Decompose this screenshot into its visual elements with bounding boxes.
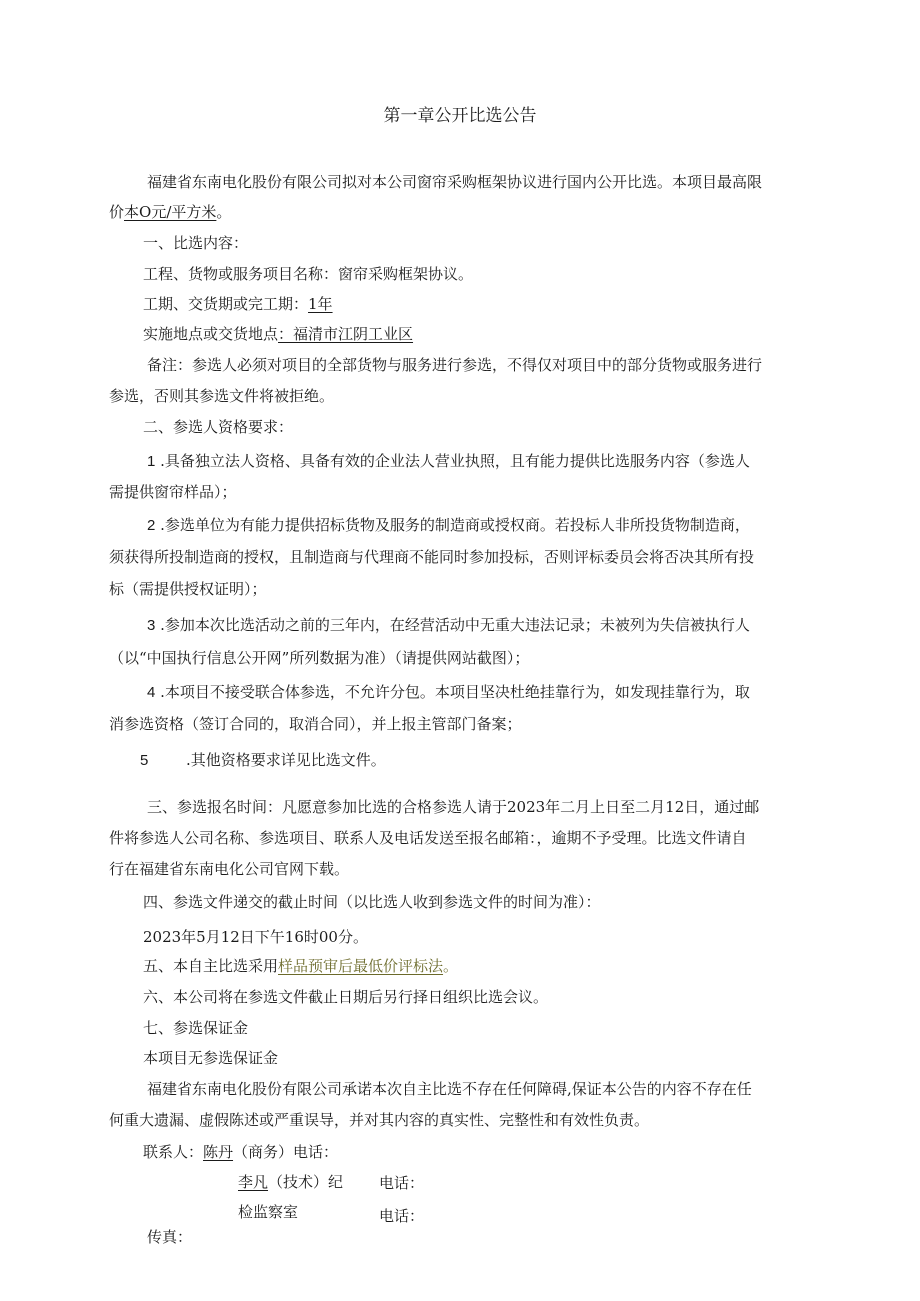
contact-1-name: 陈丹 [203, 1143, 234, 1161]
intro-line-1: 福建省东南电化股份有限公司拟对本公司窗帘采购框架协议进行国内公开比选。本项目最高限 [147, 173, 763, 191]
item-number: 5 [140, 752, 149, 769]
evaluation-method-prefix: 五、本自主比选采用 [143, 957, 279, 975]
item-text: .参选单位为有能力提供招标货物及服务的制造商或授权商。若投标人非所投货物制造商， [160, 516, 750, 534]
item-number: 4 [147, 684, 156, 701]
contact-person-1 [143, 1142, 338, 1162]
item-text: .参加本次比选活动之前的三年内，在经营活动中无重大违法记录；未被列为失信被执行人 [160, 616, 750, 634]
intro-price-prefix: 价 [109, 203, 125, 221]
fax: 传真： [147, 1228, 193, 1246]
section-4-heading: 四、参选文件递交的截止时间（以比选人收到参选文件的时间为准）： [143, 893, 601, 911]
note-line-1: 备注：参选人必须对项目的全部货物与服务进行参选，不得仅对项目中的部分货物或服务进行 [147, 356, 763, 374]
max-price: 本O元/平方米 [124, 203, 217, 221]
qualification-item-1 [147, 451, 750, 472]
submission-deadline: 2023年5月12日下午16时00分。 [143, 928, 368, 946]
project-name: 工程、货物或服务项目名称：窗帘采购框架协议。 [143, 265, 474, 283]
section-2-heading: 二、参选人资格要求： [143, 418, 294, 436]
section-7-heading: 七、参选保证金 [143, 1019, 249, 1037]
qualification-item-5-text: .其他资格要求详见比选文件。 [186, 751, 386, 769]
contact-2-role: （技术）纪 [268, 1173, 344, 1191]
delivery-period-label: 工期、交货期或完工期： [143, 295, 309, 313]
delivery-location [143, 324, 413, 344]
intro-line-2 [109, 202, 231, 222]
item-text: .具备独立法人资格、具备有效的企业法人营业执照，且有能力提供比选服务内容（参选人 [160, 452, 750, 470]
evaluation-method [143, 956, 458, 976]
item-number: 1 [147, 453, 156, 470]
evaluation-method-value: 样品预审后最低价评标法 [278, 957, 444, 975]
intro-price-suffix: 。 [216, 203, 232, 221]
qualification-item-5 [140, 750, 148, 771]
commitment-line-1: 福建省东南电化股份有限公司承诺本次自主比选不存在任何障碍,保证本公告的内容不存在任 [147, 1080, 752, 1098]
qualification-item-3-line-2: （以“中国执行信息公开网”所列数据为准）（请提供网站截图）； [109, 649, 530, 667]
contact-3-phone: 电话： [379, 1207, 425, 1225]
item-number: 3 [147, 617, 156, 634]
item-number: 2 [147, 517, 156, 534]
registration-line-1: 三、参选报名时间：凡愿意参加比选的合格参选人请于2023年二月上日至二月12日，通过邮 [147, 798, 760, 816]
item-text: .本项目不接受联合体参选，不允许分包。本项目坚决杜绝挂靠行为，如发现挂靠行为，取 [160, 683, 750, 701]
delivery-period-value: 1年 [308, 295, 333, 313]
section-1-heading: 一、比选内容： [143, 234, 249, 252]
registration-line-2: 件将参选人公司名称、参选项目、联系人及电话发送至报名邮箱：，逾期不予受理。比选文件请自 [109, 829, 747, 847]
delivery-period [143, 294, 333, 314]
delivery-location-label: 实施地点或交货地点 [143, 325, 279, 343]
note-line-2: 参选，否则其参选文件将被拒绝。 [109, 387, 335, 405]
qualification-item-2-line-2: 须获得所投制造商的授权，且制造商与代理商不能同时参加投标，否则评标委员会将否决其所有投 [109, 548, 755, 566]
qualification-item-1-line-2: 需提供窗帘样品）； [109, 483, 237, 501]
contact-person-2 [238, 1172, 343, 1192]
qualification-item-2-line-3: 标（需提供授权证明）； [109, 580, 267, 598]
contact-1-role: （商务）电话： [233, 1143, 339, 1161]
qualification-item-4-line-2: 消参选资格（签订合同的，取消合同），并上报主管部门备案； [109, 715, 522, 733]
contact-2-name: 李凡 [238, 1173, 269, 1191]
evaluation-method-suffix: 。 [443, 957, 459, 975]
contact-label: 联系人： [143, 1143, 204, 1161]
contact-person-3: 检监察室 [238, 1203, 299, 1221]
qualification-item-3 [147, 615, 750, 636]
registration-line-3: 行在福建省东南电化公司官网下载。 [109, 860, 350, 878]
section-7-body: 本项目无参选保证金 [143, 1049, 279, 1067]
commitment-line-2: 何重大遗漏、虚假陈述或严重误导，并对其内容的真实性、完整性和有效性负责。 [109, 1111, 650, 1129]
delivery-location-value: ：福清市江阴工业区 [278, 325, 414, 343]
section-6: 六、本公司将在参选文件截止日期后另行择日组织比选会议。 [143, 988, 549, 1006]
qualification-item-4 [147, 682, 750, 703]
contact-2-phone: 电话： [379, 1174, 425, 1192]
page-title: 第一章公开比选公告 [383, 106, 537, 126]
qualification-item-2 [147, 515, 750, 536]
